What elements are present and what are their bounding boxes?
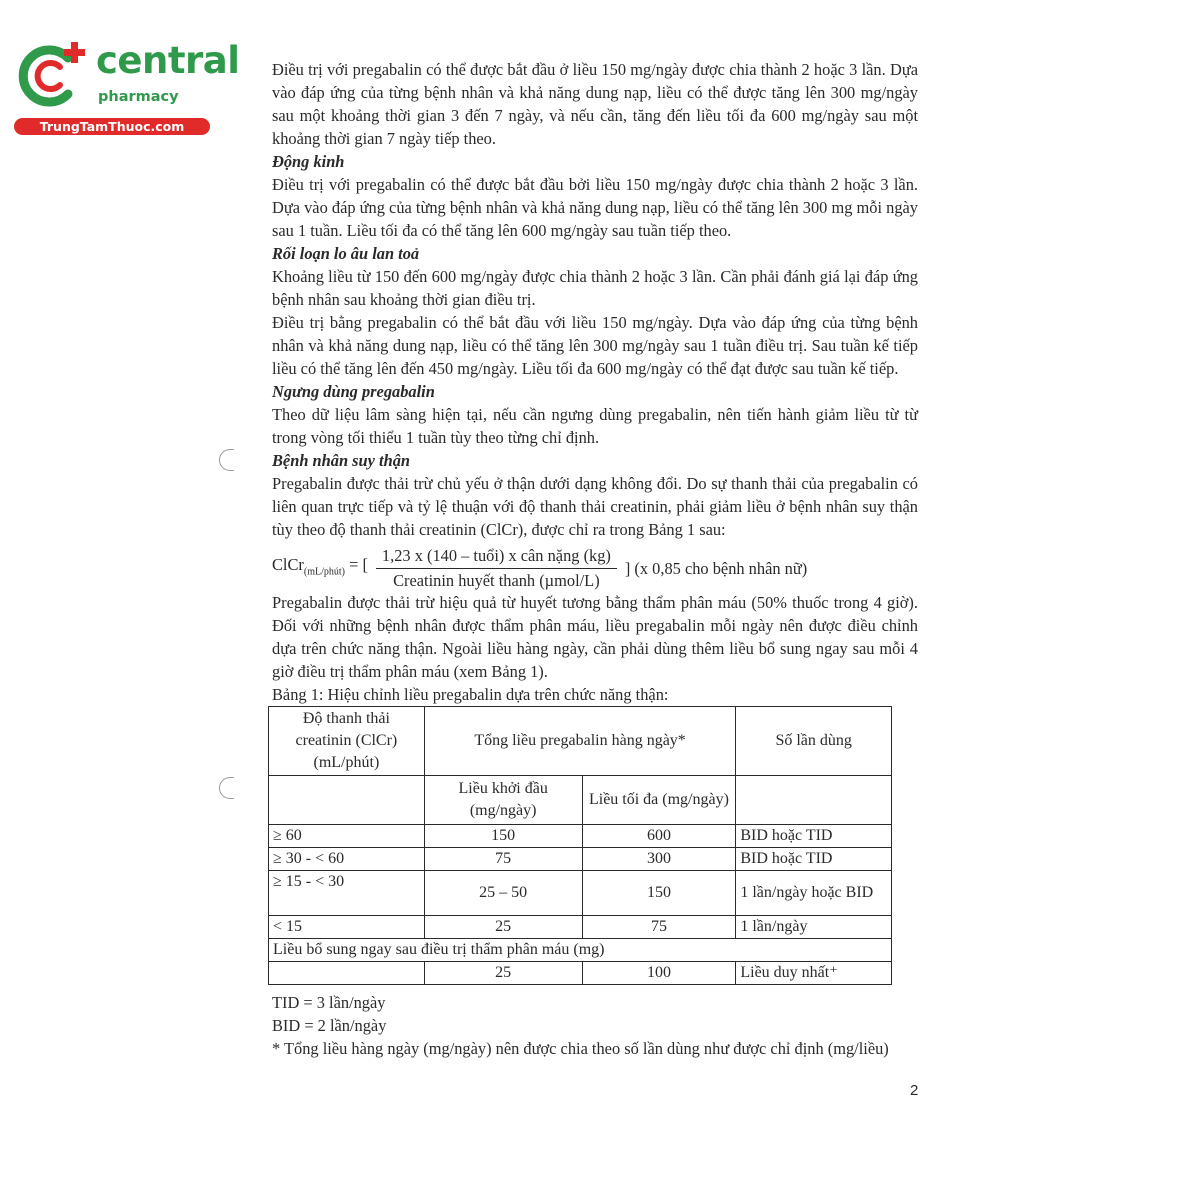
punch-hole-mark — [219, 777, 234, 799]
epilepsy-paragraph: Điều trị với pregabalin có thể được bắt đầu bởi liều 150 mg/ngày được chia thành 2 hoặc 3 lần. Dựa vào đáp ứng của từng bệnh nhân và khả năng dung nạp, liều có thể tăng lên 300 mg mỗi ngày sau 1 tuần. Liều tối đa có thể tăng lên 600 mg/ngày sau tuần tiếp theo. — [272, 175, 918, 240]
table-row: ≥ 30 - < 60 75 300 BID hoặc TID — [269, 848, 892, 871]
anxiety-paragraph-2: Điều trị bằng pregabalin có thể bắt đầu với liều 150 mg/ngày. Dựa vào đáp ứng của từng bệnh nhân và khả năng dung nạp, liều có thể tăng lên 300 mg/ngày sau 1 tuần điều trị. Sau tuần kế tiếp liều có thể tăng lên đến 450 mg/ngày. Liều tối đa 600 mg/ngày có thể đạt được sau tuần kế tiếp. — [272, 313, 918, 378]
heading-epilepsy: Động kinh — [272, 152, 345, 171]
renal-dose-table — [268, 706, 892, 985]
header-daily-dose: Tổng liều pregabalin hàng ngày* — [424, 707, 736, 776]
table-row: ≥ 60 150 600 BID hoặc TID — [269, 825, 892, 848]
note-tid: TID = 3 lần/ngày — [272, 993, 386, 1012]
anxiety-paragraph-1: Khoảng liều từ 150 đến 600 mg/ngày được chia thành 2 hoặc 3 lần. Cần phải đánh giá lại đáp ứng bệnh nhân sau khoảng thời gian điều trị. — [272, 267, 918, 309]
table-caption: Bảng 1: Hiệu chỉnh liều pregabalin dựa trên chức năng thận: — [272, 685, 669, 704]
punch-hole-mark — [219, 449, 234, 471]
subheader-start-dose: Liều khởi đầu (mg/ngày) — [424, 776, 582, 825]
heading-anxiety: Rối loạn lo âu lan toả — [272, 244, 420, 263]
document-body — [272, 58, 918, 1060]
clcr-formula — [272, 543, 918, 593]
header-clcr: Độ thanh thải creatinin (ClCr) (mL/phút) — [269, 707, 425, 776]
table-row: ≥ 15 - < 30 25 – 50 150 1 lần/ngày hoặc BID — [269, 871, 892, 916]
heading-renal: Bệnh nhân suy thận — [272, 451, 411, 470]
table-row: < 15 25 75 1 lần/ngày — [269, 916, 892, 939]
table-row: 25 100 Liều duy nhất⁺ — [269, 962, 892, 985]
logo-c-cross-icon — [10, 36, 90, 116]
table-notes — [272, 991, 918, 1060]
formula-lhs: ClCr$_{(mL/phút)}$ = [ — [272, 554, 368, 578]
subheader-empty — [269, 776, 425, 825]
supplement-label: Liều bổ sung ngay sau điều trị thẩm phân máu (mg) — [269, 939, 892, 962]
pharmacy-logo — [10, 36, 240, 136]
renal-paragraph: Pregabalin được thải trừ chủ yếu ở thận dưới dạng không đổi. Do sự thanh thải của pregabalin có liên quan trực tiếp và tỷ lệ thuận với độ thanh thải creatinin, phải giảm liều ở bệnh nhân suy thận tùy theo độ thanh thải creatinin (ClCr), được chỉ ra trong Bảng 1 sau: — [272, 474, 918, 539]
header-frequency: Số lần dùng — [736, 707, 892, 776]
discontinuation-paragraph: Theo dữ liệu lâm sàng hiện tại, nếu cần ngưng dùng pregabalin, nên tiến hành giảm liều từ từ trong vòng tối thiểu 1 tuần tùy theo từng chỉ định. — [272, 405, 918, 447]
logo-brand-text: central — [96, 39, 240, 82]
formula-fraction — [376, 545, 617, 592]
hemodialysis-paragraph: Pregabalin được thải trừ hiệu quả từ huyết tương bằng thẩm phân máu (50% thuốc trong 4 giờ). Đối với những bệnh nhân được thẩm phân máu, liều pregabalin mỗi ngày nên được điều chỉnh dựa trên chức năng thận. Ngoài liều hàng ngày, cần phải dùng thêm liều bổ sung ngay sau mỗi 4 giờ điều trị thẩm phân máu (xem Bảng 1). — [272, 593, 918, 681]
note-total-dose: * Tổng liều hàng ngày (mg/ngày) nên được chia theo số lần dùng như được chỉ định (mg/liều) — [272, 1039, 889, 1058]
subheader-empty-freq — [736, 776, 892, 825]
logo-sub-text: pharmacy — [98, 89, 179, 105]
intro-paragraph: Điều trị với pregabalin có thể được bắt đầu ở liều 150 mg/ngày được chia thành 2 hoặc 3 lần. Dựa vào đáp ứng của từng bệnh nhân và khả năng dung nạp, liều có thể được tăng lên 300 mg/ngày sau một khoảng thời gian 3 đến 7 ngày, và nếu cần, tăng đến liều tối đa 600 mg/ngày sau một khoảng thời gian 7 ngày tiếp theo. — [272, 60, 918, 148]
note-bid: BID = 2 lần/ngày — [272, 1016, 387, 1035]
page-number: 2 — [910, 1082, 919, 1099]
subheader-max-dose: Liều tối đa (mg/ngày) — [582, 776, 736, 825]
formula-numerator: 1,23 x (140 – tuổi) x cân nặng (kg) — [376, 545, 617, 569]
logo-url-badge: TrungTamThuoc.com — [14, 118, 210, 135]
formula-denominator: Creatinin huyết thanh (µmol/L) — [393, 570, 600, 590]
heading-discontinuation: Ngưng dùng pregabalin — [272, 382, 435, 401]
formula-rhs: ] (x 0,85 cho bệnh nhân nữ) — [624, 558, 808, 578]
